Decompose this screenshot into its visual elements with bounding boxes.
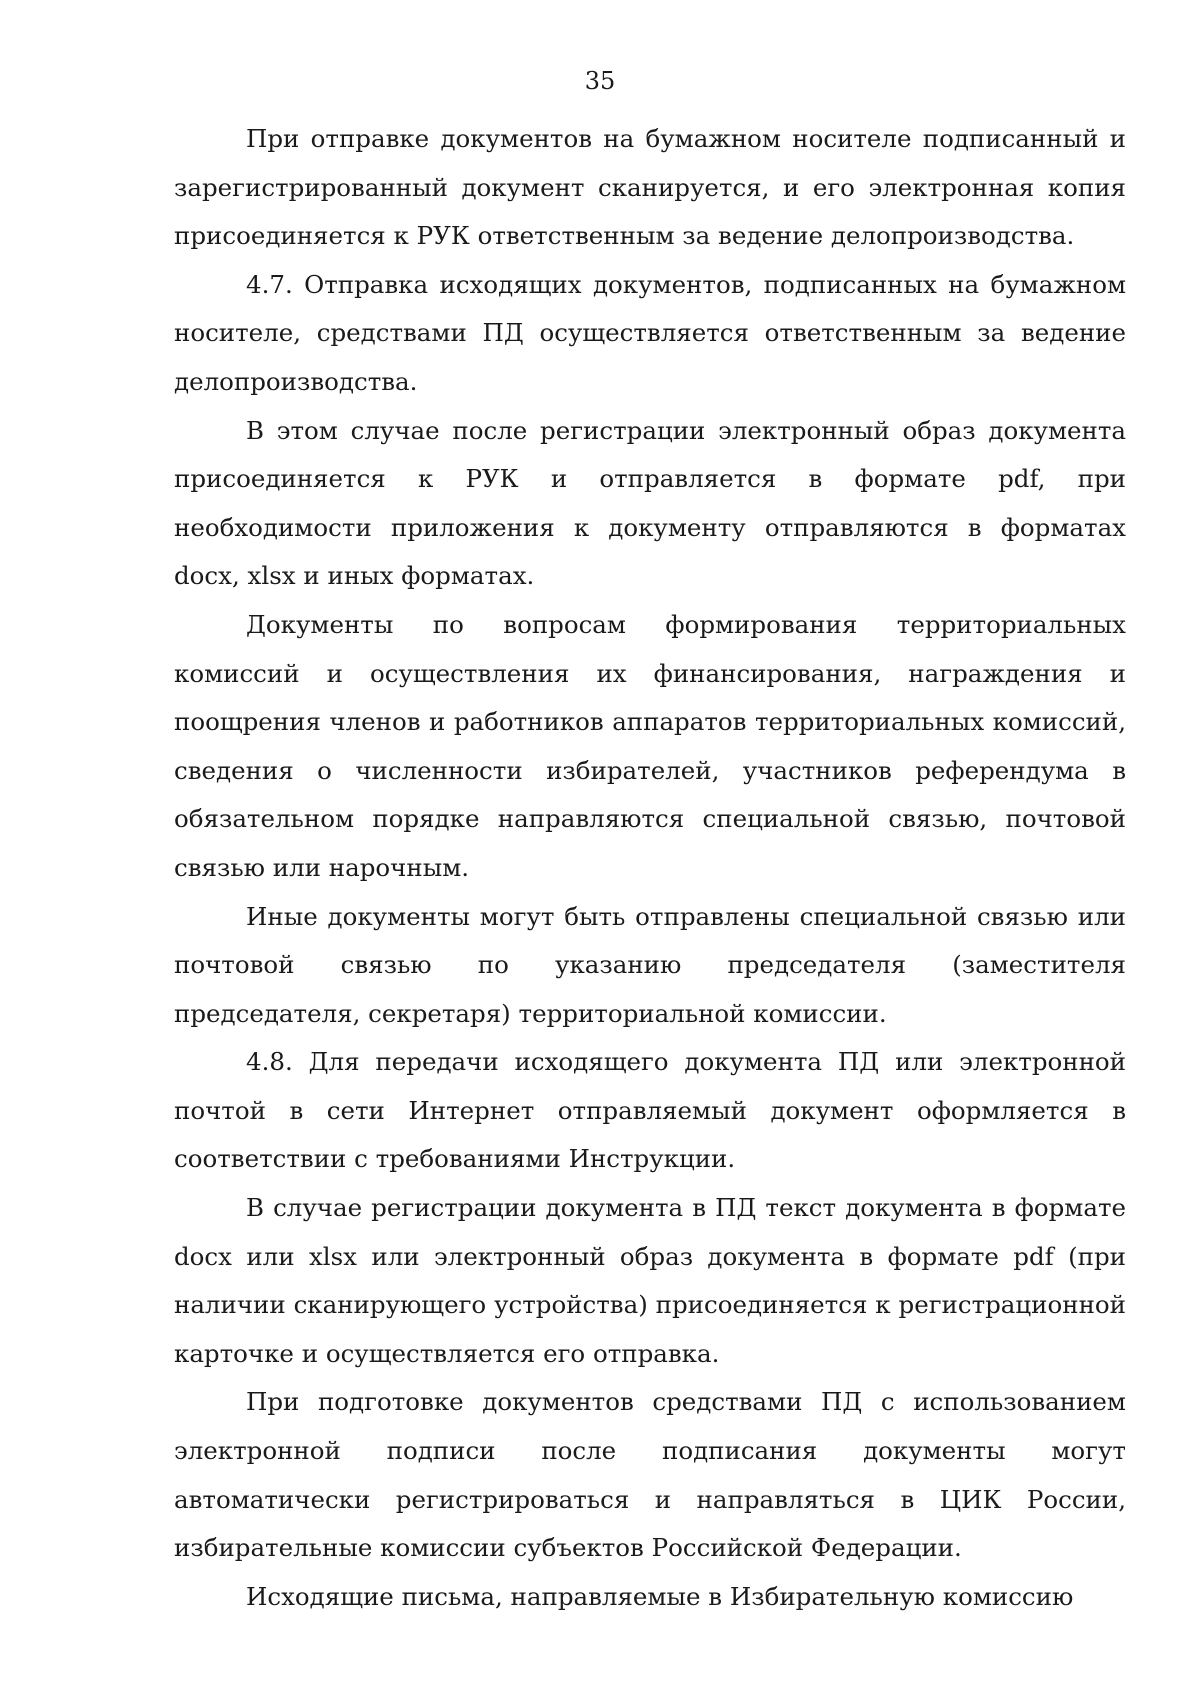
page-number: 35 [584, 67, 616, 95]
paragraph-registration-in-pd: В случае регистрации документа в ПД текст документа в формате docx или xlsx или электронный образ документа в формате pdf (при наличии сканирующего устройства) присоединяется к регистрационной карточке и осуществляется его отправка. [174, 1193, 1126, 1368]
paragraph-pdf-format: В этом случае после регистрации электронный образ документа присоединяется к РУК и отправляется в формате pdf, при необходимости приложения к документу отправляются в форматах docx, xlsx и иных форматах. [174, 415, 1126, 591]
paragraph-electronic-signature: При подготовке документов средствами ПД с использованием электронной подписи после подписания документы могут автоматически регистрироваться и направляться в ЦИК России, избирательные комиссии субъектов Российской Федерации. [174, 1387, 1126, 1563]
paragraph-territorial-commissions: Документы по вопросам формирования территориальных комиссий и осуществления их финансирования, награждения и поощрения членов и работников аппаратов территориальных комиссий, сведения о численности избирателей, участников референдума в обязательном порядке направляются специальной связью, почтовой связью или нарочным. [174, 609, 1126, 882]
paragraph-4-8: 4.8. Для передачи исходящего документа ПД или электронной почтой в сети Интернет отправляемый документ оформляется в соответствии с требованиями Инструкции. [174, 1047, 1126, 1174]
document-body [174, 115, 1126, 1621]
paragraph-4-7: 4.7. Отправка исходящих документов, подписанных на бумажном носителе, средствами ПД осуществляется ответственным за ведение делопроизводства. [174, 269, 1126, 396]
paragraph-scan-attachment: При отправке документов на бумажном носителе подписанный и зарегистрированный документ сканируется, и его электронная копия присоединяется к РУК ответственным за ведение делопроизводства. [174, 124, 1126, 251]
paragraph-outgoing-letters: Исходящие письма, направляемые в Избирательную комиссию [246, 1581, 1074, 1611]
paragraph-other-documents: Иные документы могут быть отправлены специальной связью или почтовой связью по указанию председателя (заместителя председателя, секретаря) территориальной комиссии. [174, 901, 1126, 1028]
